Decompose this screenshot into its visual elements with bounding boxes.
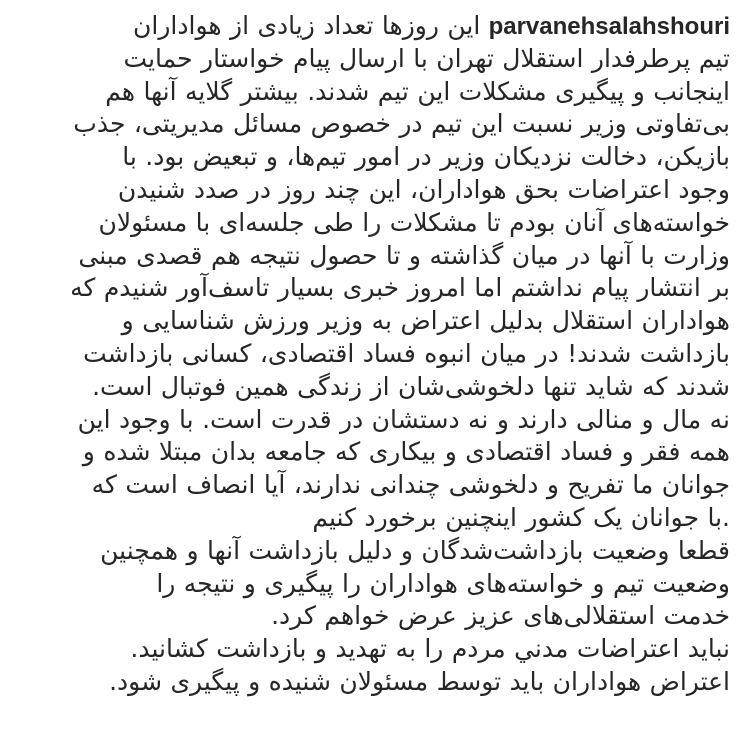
caption-line: وزارت با آنها در میان گذاشته و تا حصول نتیجه هم قصدی مبنی: [78, 240, 730, 270]
caption-line: نه مال و منالی دارند و نه دستشان در قدرت است. با وجود این: [77, 404, 730, 434]
caption-line: اعتراض هواداران باید توسط مسئولان شنیده و پیگیری شود.: [109, 666, 730, 696]
post-caption: [20, 10, 730, 754]
caption-line: بازداشت شدند! در میان انبوه فساد اقتصادی، کسانی بازداشت: [83, 338, 730, 368]
caption-line: شدند که شاید تنها دلخوشی‌شان از زندگی همین فوتبال است.: [92, 371, 730, 401]
caption-line: وجود اعتراضات بحق هواداران، این چند روز در صدد شنیدن: [117, 174, 730, 204]
caption-text: این روزها تعداد زیادی از هواداران: [133, 11, 481, 40]
caption-line: اینجانب و پیگیری مشکلات این تیم شدند. بیشتر گلایه آنها هم: [105, 76, 730, 106]
caption-line: بی‌تفاوتی وزیر نسبت این تیم در خصوص مسائل مدیریتی، جذب: [73, 109, 730, 139]
caption-line: جوانان ما تفریح و دلخوشی چندانی ندارند، آیا انصاف است که: [91, 470, 730, 500]
caption-line: هواداران استقلال بدلیل اعتراض به وزیر ورزش شناسایی و: [121, 306, 730, 336]
caption-line: تیم پرطرفدار استقلال تهران با ارسال پیام خواستار حمایت: [123, 43, 730, 73]
caption-first-line: [20, 10, 730, 43]
caption-line: خواسته‌های آنان بودم تا مشکلات را طی جلسه‌ای با مسئولان: [98, 207, 730, 237]
caption-line: قطعا وضعیت بازداشت‌شدگان و دلیل بازداشت آنها و همچنین: [100, 535, 730, 565]
caption-line: همه فقر و فساد اقتصادی و بیکاری که جامعه بدان مبتلا شده و: [82, 437, 730, 467]
caption-line: خدمت استقلالی‌های عزیز عرض خواهم کرد.: [271, 601, 730, 631]
caption-line: بازیکن، دخالت نزدیکان وزیر در امور تیم‌ها، و تبعیض بود. با: [122, 142, 730, 172]
caption-line: .با جوانان یک کشور اینچنین برخورد کنیم: [312, 502, 730, 532]
caption-line: بر انتشار پیام نداشتم اما امروز خبری بسیار تاسف‌آور شنیدم که: [70, 273, 730, 303]
username-link[interactable]: parvanehsalahshouri: [488, 13, 730, 40]
caption-line: وضعیت تیم و خواسته‌های هواداران را پیگیری و نتیجه را: [156, 568, 730, 598]
caption-line: نباید اعتراضات مدني مردم را به تهدید و بازداشت کشانید.: [130, 634, 730, 664]
